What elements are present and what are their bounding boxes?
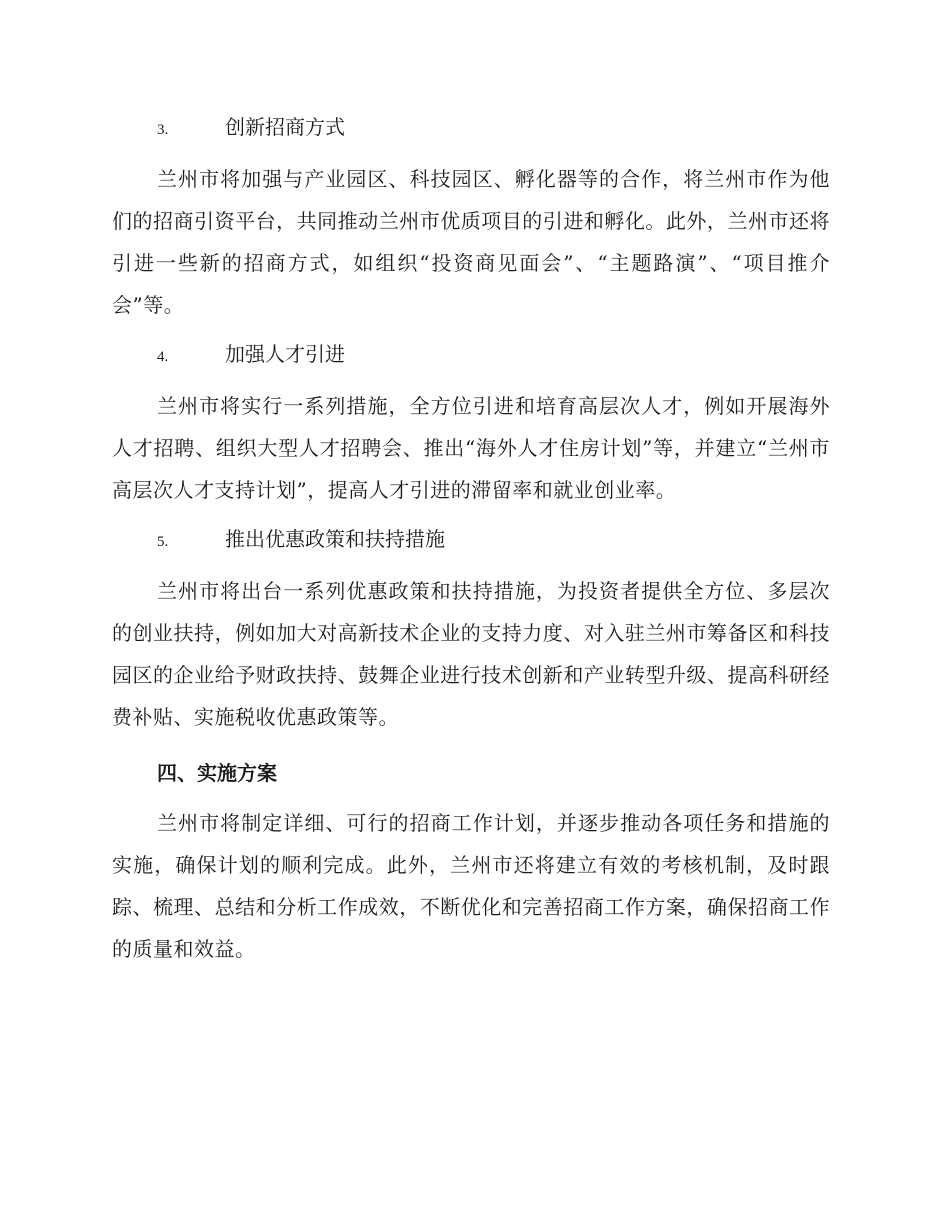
- item-title: 推出优惠政策和扶持措施: [225, 527, 445, 551]
- item-number: 5.: [157, 534, 169, 550]
- item-title: 创新招商方式: [225, 115, 345, 139]
- item-paragraph: 兰州市将实行一系列措施，全方位引进和培育高层次人才，例如开展海外人才招聘、组织大型人才招聘会、推出“海外人才住房计划”等，并建立“兰州市高层次人才支持计划”，提高人才引进的滞留率和就业创业率。: [112, 394, 830, 502]
- item-title: 加强人才引进: [225, 342, 345, 366]
- item-heading-4: [112, 335, 830, 376]
- section-paragraph: 兰州市将制定详细、可行的招商工作计划，并逐步推动各项任务和措施的实施，确保计划的顺利完成。此外，兰州市还将建立有效的考核机制，及时跟踪、梳理、总结和分析工作成效，不断优化和完善招商工作方案，确保招商工作的质量和效益。: [112, 811, 830, 961]
- item-number: 4.: [157, 349, 169, 365]
- item-paragraph: 兰州市将出台一系列优惠政策和扶持措施，为投资者提供全方位、多层次的创业扶持，例如加大对高新技术企业的支持力度、对入驻兰州市筹备区和科技园区的企业给予财政扶持、鼓舞企业进行技术创新和产业转型升级、提高科研经费补贴、实施税收优惠政策等。: [112, 579, 830, 729]
- document-content: [112, 108, 830, 979]
- item-heading-5: [112, 520, 830, 561]
- item-paragraph: 兰州市将加强与产业园区、科技园区、孵化器等的合作，将兰州市作为他们的招商引资平台，共同推动兰州市优质项目的引进和孵化。此外，兰州市还将引进一些新的招商方式，如组织“投资商见面会”、“主题路演”、“项目推介会”等。: [112, 167, 830, 317]
- item-heading-3: [112, 108, 830, 149]
- item-number: 3.: [157, 122, 169, 138]
- section-heading: 四、实施方案: [157, 761, 277, 785]
